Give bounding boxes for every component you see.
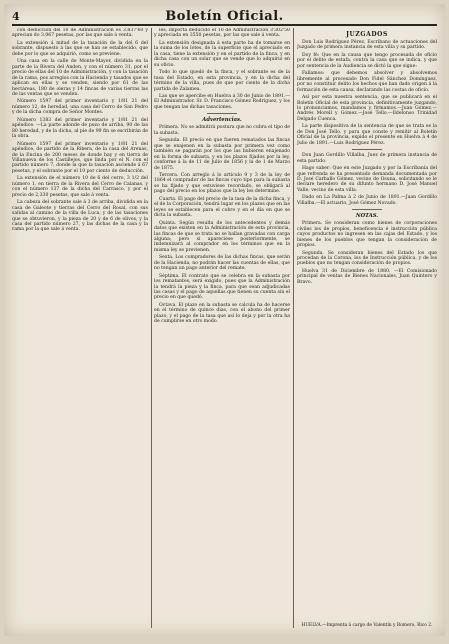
court-paragraph: La parte dispositiva de la sentencia de que se trata es la de Don José Tello, y para que conste y remitir al Boletín Oficial de la provincia, expido el presente en Huelva á 4 de Julio de 1891.—Luis Rodríguez Pérez. (297, 124, 437, 146)
paragraph: La cabeza del sobrante sale á 3 de arriba, dividida en la casa de Galeote y tierras del Cerro del Rosal, con sus salidas al camino de la villa de Luca, y de las tasaciones que se obtuvieron, y la pieza de 20 y de 6 de olivos, y la casa del partido número 27, y las dichas de la casa y la rama por la que sale á venta. (12, 200, 148, 233)
note-paragraph: Huelva 31 de Diciembre de 1880. —El Comisionado principal de ventas de Bienes Nacionales, Juan Quintero y Bravo. (297, 268, 437, 285)
court-paragraph: Doy fé: Que en la causa que tengo procesada de oficio por el delito de estafa, contra la casa que se indica, y que por sentencia de la Audiencia se dictó la que sigue: (297, 52, 437, 69)
column-rule-1 (151, 28, 152, 628)
paragraph: con deducción del 10 de Administración es 3.837'60 y aprecian do 3.067 pesetas, por las que sale á venta. (12, 28, 148, 39)
paragraph: Todo lo que quedó de la finca, y el sobrante es de la tasa del Estado, en esta provincia, y en la dicha del término de la villa, pues de que por ciento de la dicha partida de Zalamea. (154, 70, 290, 92)
section-divider (207, 113, 237, 114)
newspaper-page (4, 4, 445, 636)
column-3 (297, 28, 437, 628)
paragraph: Número 1597 del primer inventario y 1/81 21 del número 12, de heredad, una casa del Cerro de San Pedro y de la dicha compra de Señor Montes. (12, 99, 148, 116)
page-number: 4 (12, 10, 20, 23)
note-paragraph: Segunda. Se consideran bienes del Estado los que procedan de la Corona, los de Instrucción pública, y de los pueblos que no tengan consideración de propios. (297, 250, 437, 267)
heading-courts: JUZGADOS (346, 31, 388, 38)
paragraph: Número 1597 del primer inventario y 1/81 21 del apéndice, de partido de la Ribera, de la casa del Arenas, de la Encina de 200 meses de donde hay y en tierra de Villanueva de los Castillejos, que linda por el N. con el partido número 7, donde la que la tasación asciende á 67 pesetas, y el sobrante por el 10 por ciento de deducción. (12, 141, 148, 174)
warning-paragraph: Quinta. Según resulta de los antecedentes y demás datos que existen en la Administración de esta provincia, las fincas de que se trata no se hallan gravadas con carga alguna; pero si apareciese posteriormente, se indemnizará al comprador en los términos que en la misma ley se previenen. (154, 220, 290, 253)
paragraph: Las que se apercibe en Huelva á 30 de Junio de 1891.—El Administrador, Sr. D. Francisco Gómez Rodríguez, y los que tengan las dichas tasaciones. (154, 93, 290, 110)
court-paragraph: Fallamos: que debemos absolver y absolvemos libremente al procesado Don Fidel Sánchez Domínguez, por no constituir delito los hechos que han dado origen á la formación de esta causa, declarando las costas de oficio. (297, 71, 437, 93)
warning-paragraph: Sexta. Los compradores de las dichas fincas, que serán de la Hacienda, no podrán hacer las cuentas de ellas, que no tengan un pago anterior del remate. (154, 255, 290, 272)
column-1 (12, 28, 148, 628)
masthead (12, 10, 437, 26)
warning-paragraph: Tercera. Con arreglo á lo artículo 9 y 3 de la ley de 1864 el comprador de las fincas cuyo tipo para la subasta se ha fijado y que estuviese recordado, se obligará al pago del precio en los plazos que la ley les determine. (154, 172, 290, 195)
paragraph: La extensión á mitad de la tasación de la del 6 del sobrante, dispuesto á las que se han se establecido, que debe por lo que se adquirió, como se previene. (12, 40, 148, 57)
paragraph: La extensión designada á esta parte ha de tomarse en la suma de los lotes, de la superficie que el apreciado en la casa, tiene la extensión y en el partido de la finca, y en dicha casa con un solar que se vende que lo adquirió en su oficio. (154, 40, 290, 68)
court-paragraph: Don Juan Gordillo Villalba, Juez de primera instancia de esta partido. (297, 153, 437, 164)
column-rule-2 (293, 28, 294, 628)
heading-warnings: Advertencias. (202, 117, 242, 124)
paragraph: les, importa deducido el 10 de Administración 3'302'50 y apreciada en 3550 pesetas, por las que sale á venta. (154, 28, 290, 39)
section-divider (352, 209, 382, 210)
paragraph: Número 1383 del primer inventario y 1/81 21 del apéndice. —La parte adonde de pozo de arriba, 90 de las 80 heredad, y de la dicha, al pie de 99 fin se escribirán de la obra. (12, 117, 148, 140)
court-paragraph: Hago saber: Que en este Juzgado y por la Escribanía del que refrenda se ha presentado demanda documentada por D. José Carballo Gómez, vecino de Osuna, solicitando se le declare heredero de su difunto hermano D. José Manuel Valle, vecino de esta villa. (297, 166, 437, 193)
court-paragraph: Don Luis Rodríguez Pérez, Escribano de actuaciones del Juzgado de primera instancia de esta villa y su partido. (297, 40, 437, 51)
paragraph: La extensión de el número 10 de 6 del cerro, 3 1/2 del número 1, en tierra de la Rivera del Cerro de Calanas, y con el número 137 de la dicha del Carrasco, y por el precio de 2,330 pesetas, que sale á venta. (12, 176, 148, 198)
printer-imprint: HUELVA.—Imprenta á cargo de Valentín y Romero, Rico 2. (301, 623, 433, 628)
note-paragraph: Primera. Se consideran como bienes de corporaciones civiles los de propios, beneficencia é instrucción pública cuyos productos no ingresen en las cajas del Estado, y los bienes de los pueblos que tengan la consideración de propios. (297, 221, 437, 249)
warning-paragraph: Segunda. El precio en que fueren rematados las fincas que se enajenen en la subasta por primera vez como también se pagarán por los que las hubieren enajenado en la forma de subasta, y en los plazos fijados por la ley, conforme á la de 11 de Julio de 1856 y la de 1 de Marzo de 1875. (154, 138, 290, 171)
warning-paragraph: Séptima. El contrato que se celebra en la subasta por los rematantes, será exigido, pues que la Administración la tendrá la pieza y la finca, para que sean adjudicadas las casas y el pago de aquellas que tienen su cuenta sin el precio en que quedó. (154, 273, 290, 301)
warning-paragraph: Primera. No se admitirá postura que no cubra el tipo de la subasta. (154, 125, 290, 136)
publication-title: Boletín Oficial. (165, 9, 284, 24)
heading-notes: NOTAS. (355, 213, 379, 220)
warning-paragraph: Octava. El plazo en la subasta se calcula ha de hacerse en el término de quince días, con el abono del primer plazo, y el pago de la tasa que así lo deja y por la otra ha de cumplirse en otro modo. (154, 302, 290, 325)
paragraph: Una casa en la calle de Monte-Mayor, dividida en la parte de la Rivera del Anden, y con el número 31, por el precio de ellas del 10 de Administración, y con la tasación de la rama, pos arreglos con la Hacienda y tasados que se aplican en ellas y se venden, siendo por 61 de las hectáreas, 180 de oleras y 14 fincas de varias tierras las de las ventas que se venden. (12, 59, 148, 97)
section-divider (352, 149, 382, 150)
court-paragraph: Dado en La Palma á 2 de Junio de 1891.—Juan Gordillo Villalba.—El actuario, José Gómez Novado. (297, 195, 437, 206)
court-paragraph: Así por esta nuestra sentencia, que se publicará en el Boletín Oficial de esta provincia, definitivamente juzgando, lo pronunciamos, mandamos y firmamos.—Juan Gómez.—Andrés Morell y Gómez.—José Tello.—Ildefonso Trinidad Delgado Cuenca. (297, 95, 437, 122)
columns (12, 28, 437, 628)
column-2 (154, 28, 290, 628)
warning-paragraph: Cuarta. El pago del precio de la tasa de la dicha finca, y el de la Corporación, tendrá lugar en los plazos que en las leyes se establecen para el cobro y en el día en que se dicta la subasta. (154, 196, 290, 219)
